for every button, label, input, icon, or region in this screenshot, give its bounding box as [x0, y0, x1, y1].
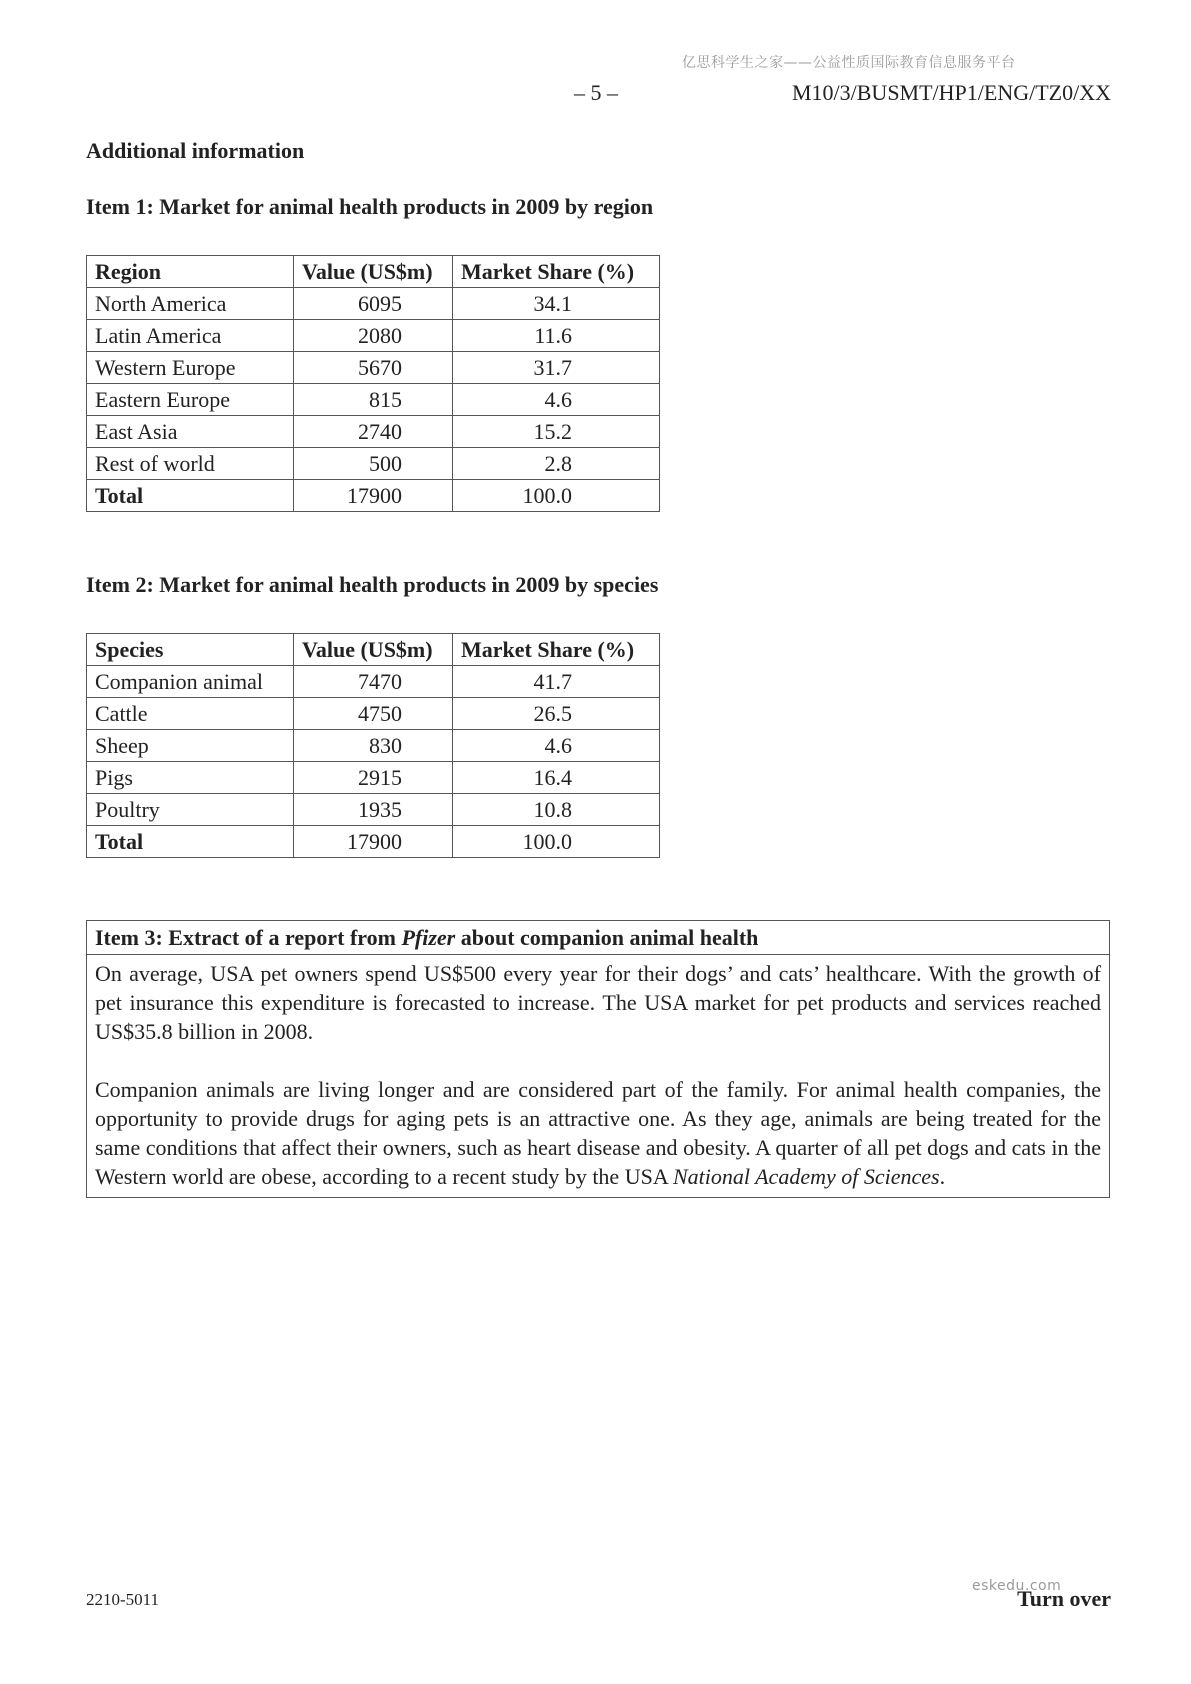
watermark-top: 亿思科学生之家——公益性质国际教育信息服务平台 [682, 55, 1016, 71]
species-share: 10.8 [453, 794, 660, 826]
region-label: Latin America [87, 320, 294, 352]
species-label: Companion animal [87, 666, 294, 698]
item3-title-source: Pfizer [401, 925, 456, 950]
region-share: 34.1 [453, 288, 660, 320]
region-label: Western Europe [87, 352, 294, 384]
item3-paragraph-2-source: National Academy of Sciences [673, 1164, 940, 1189]
item3-box [86, 920, 1110, 1198]
region-value: 5670 [294, 352, 453, 384]
table-total-row [87, 480, 660, 512]
table-row [87, 762, 660, 794]
item1-heading: Item 1: Market for animal health products in 2009 by region [86, 194, 654, 219]
region-share: 31.7 [453, 352, 660, 384]
column-header-share: Market Share (%) [453, 634, 660, 666]
region-value: 815 [294, 384, 453, 416]
table-row [87, 730, 660, 762]
item1-table [86, 255, 660, 512]
table-row [87, 320, 660, 352]
total-share: 100.0 [453, 480, 660, 512]
species-value: 7470 [294, 666, 453, 698]
region-share: 4.6 [453, 384, 660, 416]
region-value: 2080 [294, 320, 453, 352]
species-share: 16.4 [453, 762, 660, 794]
table-row [87, 288, 660, 320]
total-value: 17900 [294, 826, 453, 858]
species-label: Cattle [87, 698, 294, 730]
section-heading: Additional information [86, 138, 305, 163]
column-header-value: Value (US$m) [294, 634, 453, 666]
region-value: 2740 [294, 416, 453, 448]
column-header-region: Region [87, 256, 294, 288]
region-label: Rest of world [87, 448, 294, 480]
column-header-value: Value (US$m) [294, 256, 453, 288]
table-row [87, 352, 660, 384]
item3-paragraph-1: On average, USA pet owners spend US$500 every year for their dogs’ and cats’ healthcare. With the growth of pet insurance this expenditure is forecasted to increase. The USA market for pet products and services reached US$35.8 billion in 2008. [95, 961, 1101, 1044]
total-share: 100.0 [453, 826, 660, 858]
table-row [87, 794, 660, 826]
species-value: 4750 [294, 698, 453, 730]
region-share: 15.2 [453, 416, 660, 448]
species-value: 1935 [294, 794, 453, 826]
species-label: Sheep [87, 730, 294, 762]
table-row [87, 698, 660, 730]
column-header-species: Species [87, 634, 294, 666]
table-row [87, 384, 660, 416]
watermark-bottom: eskedu.com [972, 1578, 1062, 1594]
item3-paragraph-2-end: . [939, 1164, 946, 1189]
column-header-share: Market Share (%) [453, 256, 660, 288]
paper-code: M10/3/BUSMT/HP1/ENG/TZ0/XX [791, 80, 1111, 105]
item3-title-suffix: about companion animal health [455, 925, 759, 950]
species-share: 41.7 [453, 666, 660, 698]
species-share: 4.6 [453, 730, 660, 762]
region-value: 500 [294, 448, 453, 480]
table-row [87, 416, 660, 448]
region-value: 6095 [294, 288, 453, 320]
region-label: North America [87, 288, 294, 320]
item3-title-prefix: Item 3: Extract of a report from [95, 925, 402, 950]
species-label: Poultry [87, 794, 294, 826]
region-label: East Asia [87, 416, 294, 448]
table-row [87, 448, 660, 480]
item3-paragraph-2-text: Companion animals are living longer and are considered part of the family. For animal health companies, the opportunity to provide drugs for aging pets is an attractive one. As they age, animals are being treated for the same conditions that affect their owners, such as heart disease and obesity. A quarter of all pet dogs and cats in the Western world are obese, according to a recent study by the USA [95, 1077, 1101, 1189]
item2-table [86, 633, 660, 858]
table-total-row [87, 826, 660, 858]
turn-over-label: Turn over [1017, 1586, 1111, 1611]
total-value: 17900 [294, 480, 453, 512]
region-share: 11.6 [453, 320, 660, 352]
table-header-row [87, 256, 660, 288]
footer-code: 2210-5011 [86, 1590, 160, 1609]
item3-title [87, 921, 1109, 955]
total-label: Total [87, 480, 294, 512]
region-share: 2.8 [453, 448, 660, 480]
species-label: Pigs [87, 762, 294, 794]
page-number: – 5 – [574, 80, 618, 105]
item3-paragraph-2 [95, 1075, 1101, 1191]
region-label: Eastern Europe [87, 384, 294, 416]
species-value: 830 [294, 730, 453, 762]
species-share: 26.5 [453, 698, 660, 730]
table-header-row [87, 634, 660, 666]
item3-body [87, 955, 1109, 1197]
item2-heading: Item 2: Market for animal health products in 2009 by species [86, 572, 659, 597]
total-label: Total [87, 826, 294, 858]
species-value: 2915 [294, 762, 453, 794]
table-row [87, 666, 660, 698]
